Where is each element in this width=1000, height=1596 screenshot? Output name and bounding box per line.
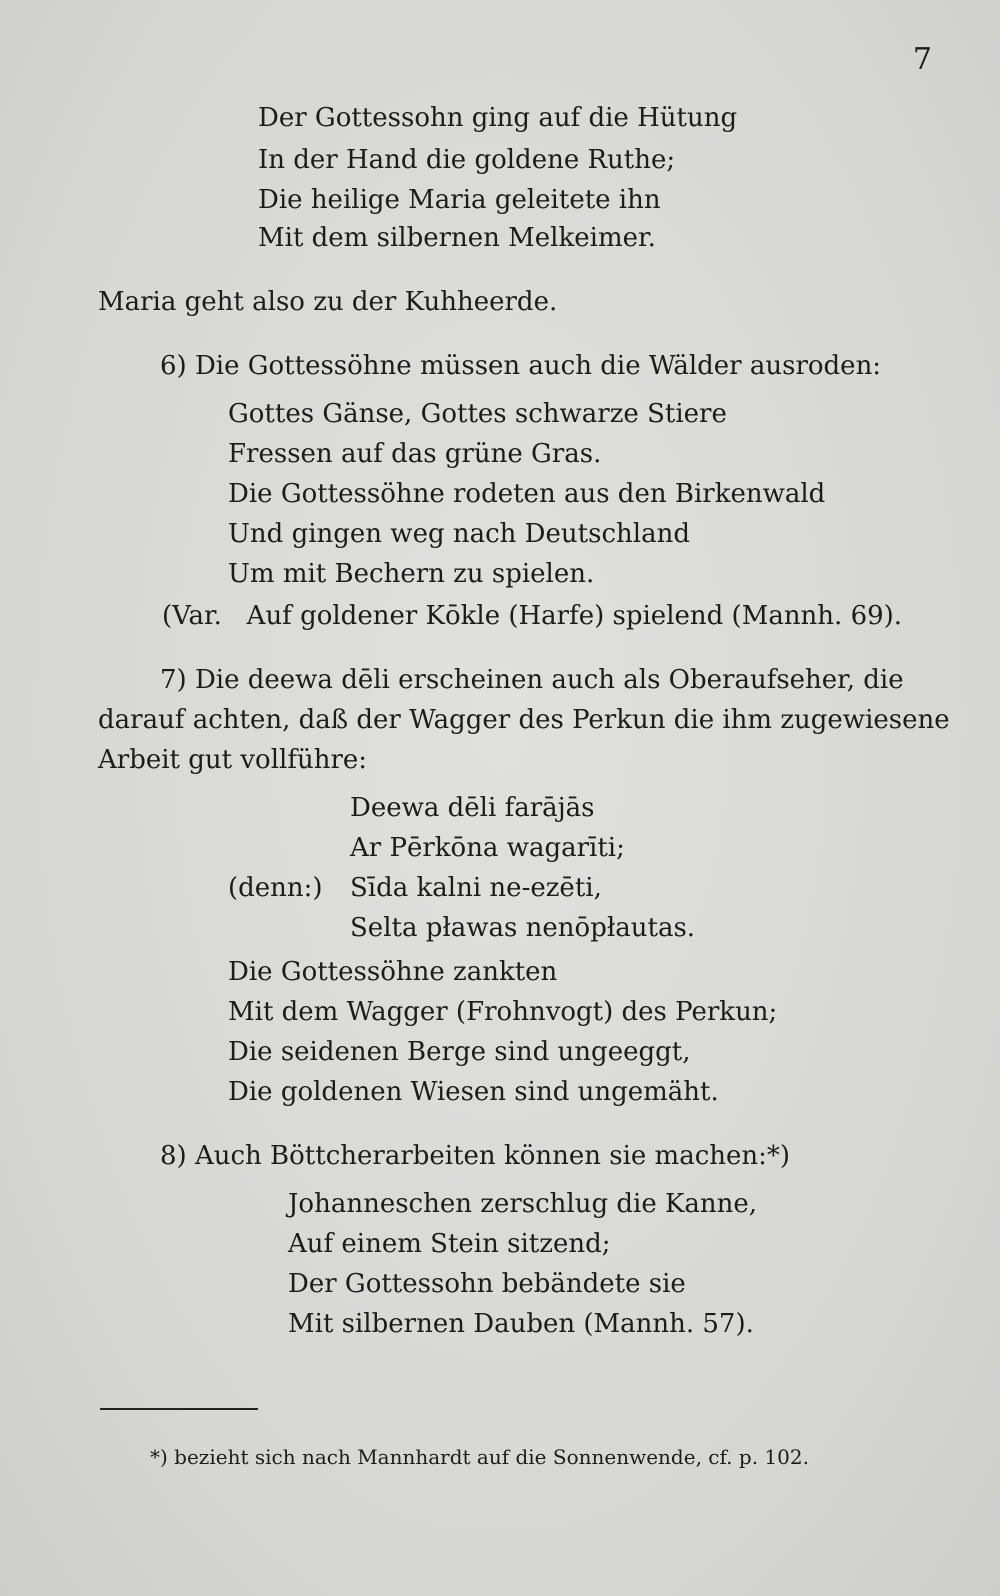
- latvian-verse-line: Sīda kalni ne-ezēti,: [350, 873, 602, 903]
- verse-line: Die goldenen Wiesen sind ungemäht.: [228, 1077, 719, 1107]
- section-heading-8: 8) Auch Böttcherarbeiten können sie machen:*): [160, 1141, 791, 1171]
- verse-line: Mit dem Wagger (Frohnvogt) des Perkun;: [228, 997, 778, 1027]
- verse-line: Auf einem Stein sitzend;: [288, 1229, 611, 1259]
- footnote-rule: [100, 1408, 258, 1410]
- latvian-verse-line: Ar Pērkōna wagarīti;: [350, 833, 625, 863]
- page-number: 7: [912, 42, 932, 77]
- verse-line: Der Gottessohn bebändete sie: [288, 1269, 686, 1299]
- verse-line: Und gingen weg nach Deutschland: [228, 519, 690, 549]
- verse-line: Der Gottessohn ging auf die Hütung: [258, 103, 738, 133]
- denn-label: (denn:): [228, 873, 323, 903]
- verse-line: Die Gottessöhne zankten: [228, 957, 558, 987]
- verse-line: Die seidenen Berge sind ungeeggt,: [228, 1037, 691, 1067]
- verse-line: Gottes Gänse, Gottes schwarze Stiere: [228, 399, 727, 429]
- verse-line: Die heilige Maria geleitete ihn: [258, 185, 661, 215]
- prose-line: Arbeit gut vollführe:: [98, 745, 368, 775]
- verse-line: Mit silbernen Dauben (Mannh. 57).: [288, 1309, 754, 1339]
- section-heading-6: 6) Die Gottessöhne müssen auch die Wälder ausroden:: [160, 351, 882, 381]
- latvian-verse-line: Selta pławas nenōpłautas.: [350, 913, 696, 943]
- verse-line: Johanneschen zerschlug die Kanne,: [288, 1189, 758, 1219]
- verse-line: Fressen auf das grüne Gras.: [228, 439, 602, 469]
- section-heading-7: 7) Die deewa dēli erscheinen auch als Oberaufseher, die: [160, 665, 904, 695]
- latvian-verse-line: Deewa dēli farājās: [350, 793, 595, 823]
- verse-line: Mit dem silbernen Melkeimer.: [258, 223, 656, 253]
- footnote: *) bezieht sich nach Mannhardt auf die Sonnenwende, cf. p. 102.: [150, 1445, 809, 1469]
- verse-line: Um mit Bechern zu spielen.: [228, 559, 595, 589]
- prose-line: Maria geht also zu der Kuhheerde.: [98, 287, 558, 317]
- variant-note: (Var. Auf goldener Kōkle (Harfe) spielend (Mannh. 69).: [162, 601, 903, 631]
- verse-line: Die Gottessöhne rodeten aus den Birkenwald: [228, 479, 826, 509]
- prose-line: darauf achten, daß der Wagger des Perkun die ihm zugewiesene: [98, 705, 950, 735]
- verse-line: In der Hand die goldene Ruthe;: [258, 145, 676, 175]
